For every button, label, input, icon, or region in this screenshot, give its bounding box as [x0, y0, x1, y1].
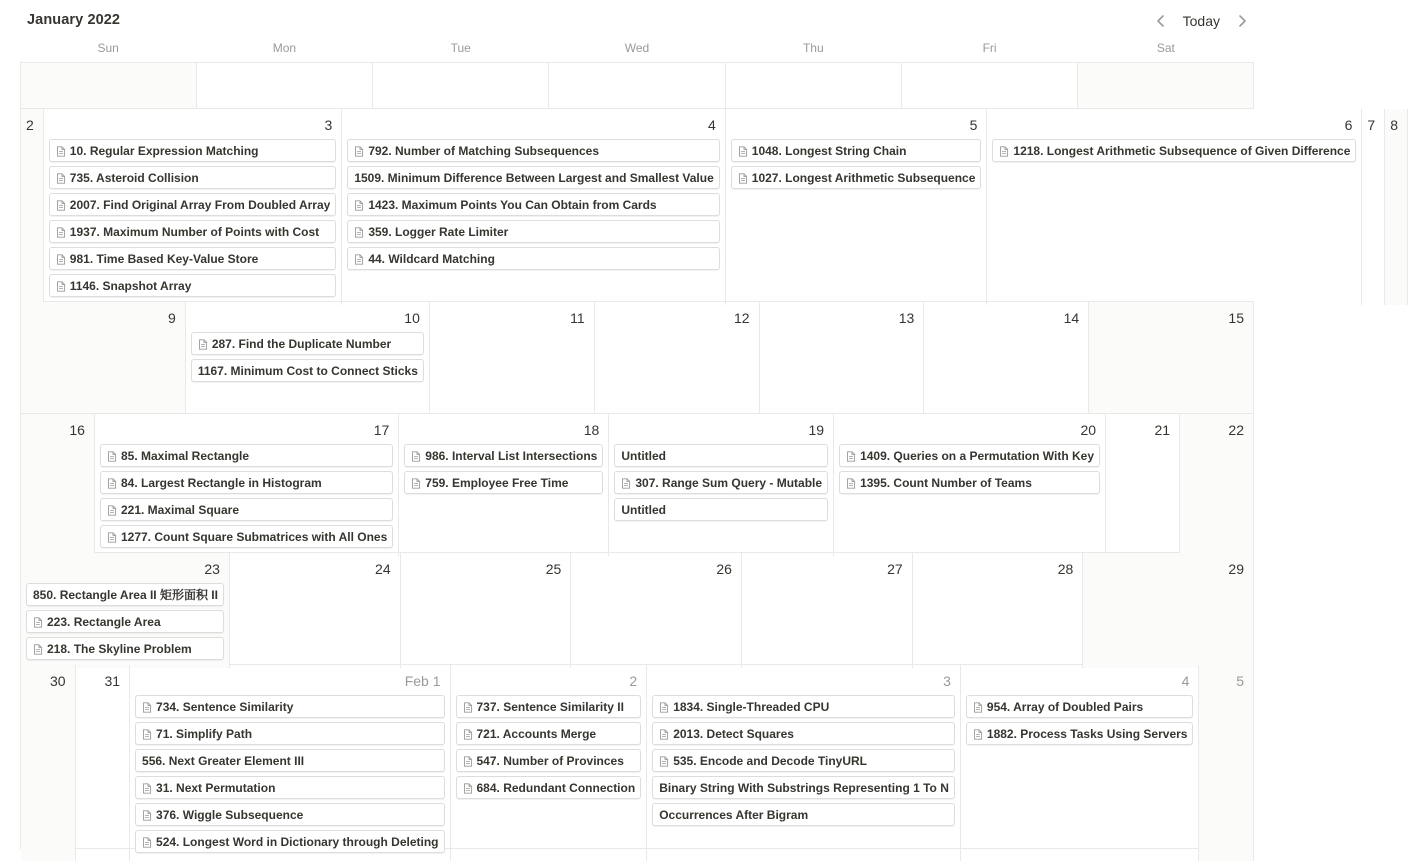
- event-card[interactable]: [191, 359, 424, 382]
- day-number: 18: [583, 422, 600, 438]
- event-title: 1218. Longest Arithmetic Subsequence of Given Difference: [1013, 143, 1351, 158]
- weekday-label: Sat: [1156, 41, 1175, 55]
- event-card[interactable]: [135, 749, 444, 772]
- event-card[interactable]: [100, 525, 393, 548]
- page-icon: [621, 478, 631, 489]
- event-card[interactable]: [49, 139, 337, 162]
- event-title: 1146. Snapshot Array: [69, 278, 192, 293]
- prev-month-button[interactable]: [1153, 11, 1169, 31]
- event-title: 10. Regular Expression Matching: [69, 143, 259, 158]
- day-cell[interactable]: [834, 414, 1106, 556]
- day-cell[interactable]: [401, 553, 572, 668]
- day-number: [378, 68, 543, 90]
- day-cell[interactable]: [1362, 109, 1385, 305]
- event-card[interactable]: [135, 722, 444, 745]
- day-cell[interactable]: [430, 302, 595, 413]
- page-icon: [198, 339, 208, 350]
- event-title: 1882. Process Tasks Using Servers: [986, 726, 1188, 741]
- page-icon: [33, 644, 43, 655]
- page-icon: [411, 478, 421, 489]
- day-number: 13: [898, 310, 915, 326]
- event-card[interactable]: [49, 247, 337, 270]
- event-card[interactable]: [135, 776, 444, 799]
- week-row: [21, 109, 1398, 302]
- day-number: 15: [1228, 310, 1244, 326]
- day-number: 22: [1228, 422, 1244, 438]
- day-number: 28: [1057, 561, 1074, 577]
- day-number: 21: [1154, 422, 1171, 438]
- event-card[interactable]: [614, 444, 828, 467]
- page-icon: [999, 146, 1009, 157]
- day-cell[interactable]: [726, 109, 988, 305]
- day-cell[interactable]: [451, 665, 648, 861]
- event-card[interactable]: [652, 803, 955, 826]
- event-title: 1423. Maximum Points You Can Obtain from Cards: [368, 197, 657, 212]
- event-title: 218. The Skyline Problem: [47, 641, 192, 656]
- page-icon: [354, 227, 364, 238]
- day-cell[interactable]: [399, 414, 609, 556]
- event-card[interactable]: [49, 274, 337, 297]
- day-cell[interactable]: [924, 302, 1089, 413]
- day-cell[interactable]: [609, 414, 834, 556]
- event-card[interactable]: [100, 498, 393, 521]
- event-card[interactable]: [456, 776, 642, 799]
- day-cell[interactable]: [186, 302, 430, 413]
- day-number: 8: [1390, 117, 1398, 133]
- event-card[interactable]: [100, 444, 393, 467]
- page-icon: [107, 451, 117, 462]
- event-title: 85. Maximal Rectangle: [120, 448, 250, 463]
- day-number: 23: [204, 561, 220, 577]
- event-card[interactable]: [839, 471, 1100, 494]
- event-title: 307. Range Sum Query - Mutable: [635, 475, 823, 490]
- page-icon: [56, 227, 66, 238]
- event-card[interactable]: [652, 776, 955, 799]
- week-row: [21, 665, 1254, 849]
- day-cell[interactable]: [21, 63, 197, 108]
- day-cell[interactable]: [595, 302, 760, 413]
- weekday-label: Tue: [450, 41, 471, 55]
- event-card[interactable]: [731, 139, 982, 162]
- event-title: 1277. Count Square Submatrices with All Ones: [120, 529, 388, 544]
- event-title: Occurrences After Bigram: [659, 807, 809, 822]
- page-icon: [973, 702, 983, 713]
- event-title: 2007. Find Original Array From Doubled Array: [69, 197, 331, 212]
- event-title: 359. Logger Rate Limiter: [368, 224, 509, 239]
- day-cell[interactable]: [95, 414, 399, 556]
- day-number: 20: [1080, 422, 1097, 438]
- event-card[interactable]: [347, 193, 719, 216]
- day-cell[interactable]: [961, 665, 1200, 861]
- event-card[interactable]: [839, 444, 1100, 467]
- day-number: 25: [545, 561, 562, 577]
- day-cell[interactable]: [130, 665, 450, 861]
- day-number: 27: [887, 561, 903, 577]
- page-icon: [142, 702, 152, 713]
- event-card[interactable]: [191, 332, 424, 355]
- page-icon: [354, 146, 364, 157]
- weekday-label: Fri: [982, 41, 997, 55]
- day-number: 30: [49, 673, 66, 689]
- event-card[interactable]: [614, 471, 828, 494]
- day-cell[interactable]: [1083, 553, 1254, 668]
- day-number: 9: [168, 310, 176, 326]
- day-number: 19: [808, 422, 825, 438]
- day-number: 12: [733, 310, 750, 326]
- page-icon: [56, 173, 66, 184]
- event-card[interactable]: [26, 637, 224, 660]
- event-title: 221. Maximal Square: [120, 502, 240, 517]
- day-cell[interactable]: [902, 63, 1078, 108]
- day-number: 14: [1063, 310, 1080, 326]
- page-icon: [463, 702, 473, 713]
- event-title: Binary String With Substrings Representing 1 To N: [659, 780, 949, 795]
- event-title: 2013. Detect Squares: [673, 726, 794, 741]
- day-number: 24: [375, 561, 391, 577]
- event-title: 986. Interval List Intersections: [425, 448, 598, 463]
- page-icon: [142, 783, 152, 794]
- page-icon: [56, 254, 66, 265]
- weekday-label: Sun: [97, 41, 119, 55]
- event-title: 954. Array of Doubled Pairs: [986, 699, 1144, 714]
- weekday-label: Mon: [272, 41, 297, 55]
- event-title: 721. Accounts Merge: [476, 726, 597, 741]
- day-number: 4: [707, 117, 716, 133]
- event-card[interactable]: [347, 139, 719, 162]
- event-card[interactable]: [49, 166, 337, 189]
- event-card[interactable]: [652, 749, 955, 772]
- event-card[interactable]: [652, 722, 955, 745]
- page-icon: [107, 505, 117, 516]
- day-number: 10: [404, 310, 420, 326]
- day-number: [202, 68, 367, 90]
- month-title: January 2022: [27, 12, 121, 28]
- page-icon: [659, 756, 669, 767]
- day-cell[interactable]: [21, 302, 186, 413]
- event-title: 1509. Minimum Difference Between Largest and Smallest Value: [354, 170, 714, 185]
- day-cell[interactable]: [1199, 665, 1254, 861]
- day-number: 5: [969, 117, 978, 133]
- event-title: 735. Asteroid Collision: [69, 170, 199, 185]
- event-title: 535. Encode and Decode TinyURL: [673, 753, 868, 768]
- chevron-left-icon: [1156, 15, 1166, 27]
- day-cell[interactable]: [647, 665, 961, 861]
- day-number: 2: [629, 673, 638, 689]
- page-icon: [463, 729, 473, 740]
- event-card[interactable]: [347, 220, 719, 243]
- page-icon: [846, 478, 856, 489]
- day-number: 29: [1228, 561, 1244, 577]
- event-title: 287. Find the Duplicate Number: [211, 336, 392, 351]
- page-icon: [354, 200, 364, 211]
- event-title: 44. Wildcard Matching: [368, 251, 495, 266]
- day-cell[interactable]: [21, 665, 76, 861]
- week-row: [21, 553, 1254, 665]
- page-icon: [659, 702, 669, 713]
- event-card[interactable]: [966, 722, 1194, 745]
- day-cell[interactable]: [76, 665, 131, 861]
- day-cell[interactable]: [726, 63, 902, 108]
- day-number: 17: [373, 422, 390, 438]
- day-number: 4: [1181, 673, 1190, 689]
- event-card[interactable]: [456, 749, 642, 772]
- weekday-label: Wed: [624, 41, 650, 55]
- event-title: 684. Redundant Connection: [476, 780, 636, 795]
- event-card[interactable]: [404, 471, 603, 494]
- event-title: Untitled: [621, 502, 667, 517]
- page-icon: [142, 837, 152, 848]
- next-month-button[interactable]: [1234, 11, 1250, 31]
- event-title: 737. Sentence Similarity II: [476, 699, 624, 714]
- page-icon: [738, 146, 748, 157]
- chevron-right-icon: [1237, 15, 1247, 27]
- day-cell[interactable]: [373, 63, 549, 108]
- event-card[interactable]: [404, 444, 603, 467]
- page-icon: [33, 617, 43, 628]
- page-icon: [463, 756, 473, 767]
- day-cell[interactable]: [44, 109, 343, 305]
- event-title: 1048. Longest String Chain: [751, 143, 907, 158]
- day-number: [731, 68, 896, 90]
- day-cell[interactable]: [21, 109, 44, 305]
- day-cell[interactable]: [571, 553, 742, 668]
- event-title: 1167. Minimum Cost to Connect Sticks: [197, 363, 418, 378]
- day-cell[interactable]: [1106, 414, 1180, 556]
- day-cell[interactable]: [1078, 63, 1254, 108]
- day-cell[interactable]: [760, 302, 925, 413]
- week-row: [21, 302, 1254, 414]
- week-row: [21, 414, 1254, 553]
- week-row: [21, 63, 1254, 109]
- event-title: 376. Wiggle Subsequence: [156, 807, 304, 822]
- page-icon: [56, 146, 66, 157]
- event-title: 1937. Maximum Number of Points with Cost: [69, 224, 320, 239]
- day-number: 31: [104, 673, 121, 689]
- day-number: [907, 68, 1072, 90]
- day-cell[interactable]: [549, 63, 725, 108]
- weekday-header-row: [20, 40, 1254, 62]
- day-cell[interactable]: [21, 414, 95, 556]
- page-icon: [411, 451, 421, 462]
- event-title: 734. Sentence Similarity: [156, 699, 294, 714]
- calendar-header: [0, 0, 1280, 42]
- day-cell[interactable]: [21, 553, 230, 668]
- event-title: 31. Next Permutation: [156, 780, 276, 795]
- day-number: 26: [716, 561, 732, 577]
- event-card[interactable]: [456, 722, 642, 745]
- event-title: 792. Number of Matching Subsequences: [368, 143, 600, 158]
- event-title: Untitled: [621, 448, 667, 463]
- day-number: [554, 68, 719, 90]
- event-card[interactable]: [135, 695, 444, 718]
- day-number: 6: [1344, 117, 1353, 133]
- event-card[interactable]: [614, 498, 828, 521]
- calendar-nav: [1153, 11, 1250, 31]
- day-cell[interactable]: [230, 553, 401, 668]
- weekday-label: Thu: [802, 41, 824, 55]
- event-card[interactable]: [26, 583, 224, 606]
- event-title: 71. Simplify Path: [156, 726, 253, 741]
- event-title: 84. Largest Rectangle in Histogram: [120, 475, 322, 490]
- event-card[interactable]: [347, 247, 719, 270]
- event-title: 850. Rectangle Area II 矩形面积 II: [33, 588, 218, 602]
- day-cell[interactable]: [342, 109, 725, 305]
- event-card[interactable]: [100, 471, 393, 494]
- event-title: 1395. Count Number of Teams: [860, 475, 1032, 490]
- event-card[interactable]: [26, 610, 224, 633]
- event-card[interactable]: [135, 803, 444, 826]
- event-title: 1027. Longest Arithmetic Subsequence: [751, 170, 976, 185]
- event-card[interactable]: [456, 695, 642, 718]
- event-card[interactable]: [992, 139, 1356, 162]
- day-number: 3: [324, 117, 333, 133]
- day-number: [1083, 68, 1248, 90]
- page-icon: [973, 729, 983, 740]
- day-cell[interactable]: [197, 63, 373, 108]
- page-icon: [463, 783, 473, 794]
- page-icon: [659, 729, 669, 740]
- event-title: 1409. Queries on a Permutation With Key: [860, 448, 1095, 463]
- event-card[interactable]: [347, 166, 719, 189]
- event-card[interactable]: [731, 166, 982, 189]
- page-icon: [56, 281, 66, 292]
- day-number: 2: [26, 117, 34, 133]
- day-number: Feb 1: [404, 673, 441, 689]
- event-title: 223. Rectangle Area: [47, 614, 161, 629]
- event-title: 981. Time Based Key-Value Store: [69, 251, 259, 266]
- calendar-grid: [20, 62, 1398, 849]
- event-title: 556. Next Greater Element III: [142, 753, 305, 768]
- day-number: 5: [1236, 673, 1244, 689]
- day-cell[interactable]: [742, 553, 913, 668]
- page-icon: [846, 451, 856, 462]
- page-icon: [738, 173, 748, 184]
- event-card[interactable]: [49, 220, 337, 243]
- day-number: 7: [1367, 117, 1376, 133]
- day-cell[interactable]: [1180, 414, 1254, 556]
- day-number: [26, 68, 191, 90]
- event-title: 547. Number of Provinces: [476, 753, 624, 768]
- day-number: 16: [69, 422, 85, 438]
- page-icon: [56, 200, 66, 211]
- page-icon: [142, 810, 152, 821]
- day-cell[interactable]: [987, 109, 1362, 305]
- page-icon: [107, 532, 117, 543]
- event-title: 524. Longest Word in Dictionary through Deleting: [156, 834, 439, 849]
- day-cell[interactable]: [913, 553, 1084, 668]
- day-cell[interactable]: [1089, 302, 1254, 413]
- today-button[interactable]: Today: [1182, 13, 1220, 29]
- page-icon: [107, 478, 117, 489]
- page-icon: [354, 254, 364, 265]
- event-card[interactable]: [966, 695, 1194, 718]
- day-cell[interactable]: [1385, 109, 1408, 305]
- day-number: 11: [570, 310, 585, 326]
- event-card[interactable]: [652, 695, 955, 718]
- event-card[interactable]: [49, 193, 337, 216]
- event-title: 1834. Single-Threaded CPU: [673, 699, 830, 714]
- day-number: 3: [943, 673, 951, 689]
- event-card[interactable]: [135, 830, 444, 853]
- page-icon: [142, 729, 152, 740]
- event-title: 759. Employee Free Time: [425, 475, 569, 490]
